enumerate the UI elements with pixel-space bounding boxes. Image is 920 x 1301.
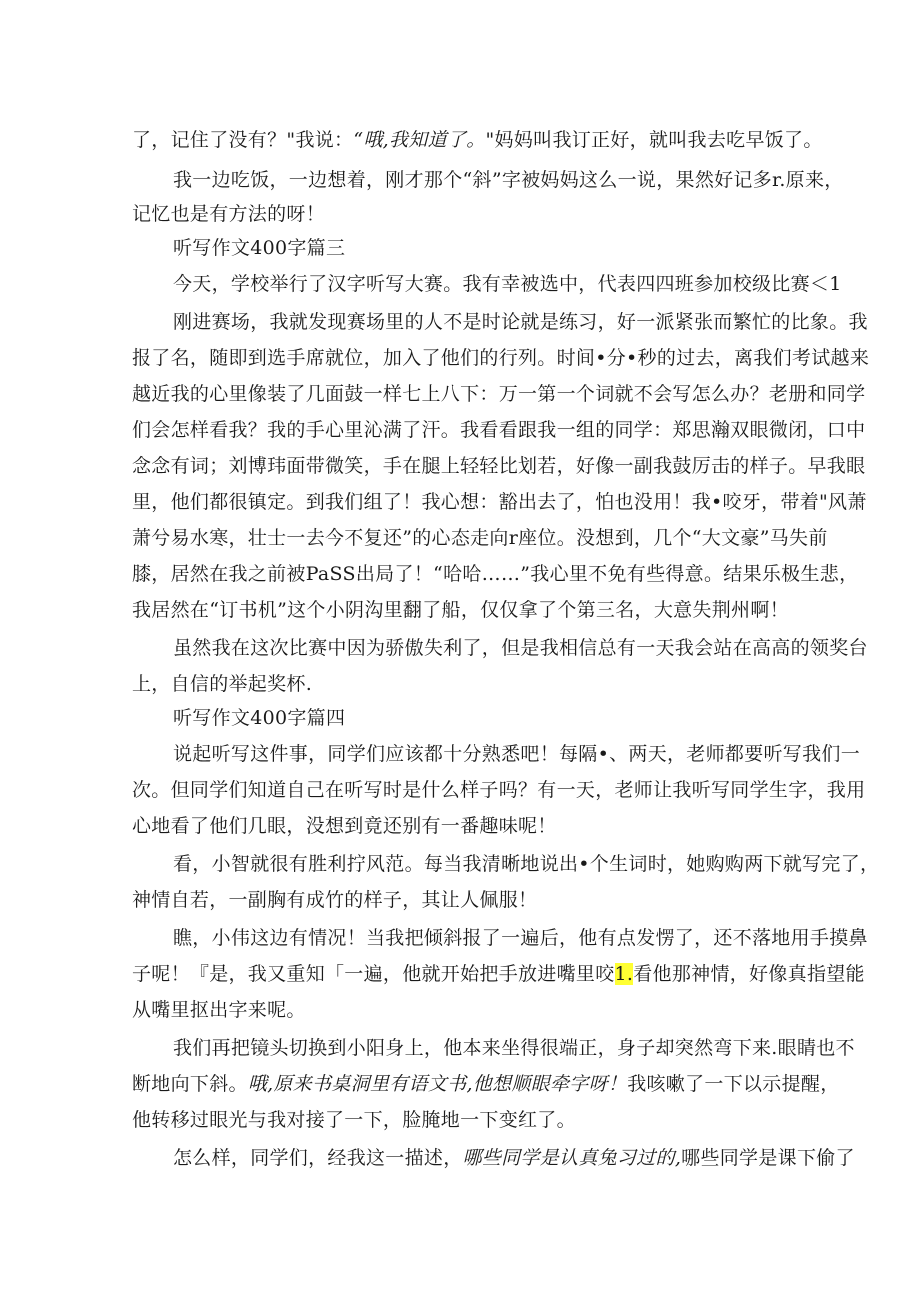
text-line bbox=[132, 596, 789, 624]
text-line bbox=[132, 670, 312, 698]
text-run: 上，自信的举起奖杯. bbox=[132, 673, 313, 695]
text-run: 记忆也是有方法的呀！ bbox=[132, 203, 326, 225]
section-heading bbox=[173, 234, 345, 262]
text-run: 了，记住了没有？"我说： bbox=[132, 129, 354, 151]
text-run: 次。但同学们知道自己在听写时是什么样子吗？有一天，老师让我听写同学生字，我用 bbox=[132, 779, 866, 801]
text-run: 我们再把镜头切换到小阳身上，他本来坐得很端正，身子却突然弯下来.眼睛也不 bbox=[173, 1037, 855, 1059]
text-line bbox=[173, 308, 868, 336]
text-run: 刚进赛场，我就发现赛场里的人不是时论就是练习，好一派紧张而繁忙的比象。我 bbox=[173, 311, 868, 333]
text-line bbox=[173, 924, 868, 952]
text-line bbox=[173, 270, 842, 298]
text-run: 心地看了他们几眼，没想到竟还别有一番趣味呢！ bbox=[132, 815, 557, 837]
text-run: 我咳嗽了一下以示提醒， bbox=[627, 1073, 840, 1095]
highlight-mark: 1. bbox=[614, 963, 634, 985]
text-line bbox=[132, 380, 865, 408]
text-line bbox=[132, 1070, 840, 1098]
text-run: 看，小智就很有胜利拧风范。每当我清晰地说出•个生词时，她购购两下就写完了， bbox=[173, 853, 880, 875]
text-run: 他转移过眼光与我对接了一下，脸腌地一下变红了。 bbox=[132, 1109, 576, 1131]
text-run: 妈妈叫我订正好，就叫我去吃早饭了。 bbox=[494, 129, 823, 151]
text-run: 哪些同学是课下偷了 bbox=[681, 1147, 855, 1169]
text-run: 怎么样，同学们，经我这一描述， bbox=[173, 1147, 463, 1169]
text-run: 越近我的心里像装了几面鼓一样七上八下：万一第一个词就不会写怎么办？老册和同学 bbox=[132, 383, 866, 405]
text-line bbox=[173, 740, 860, 768]
text-line bbox=[173, 166, 844, 194]
italic-run: 哦,原来书桌洞里有语文书,他想顺眼牵字呀！ bbox=[247, 1073, 628, 1095]
italic-run: “哦,我知道了。" bbox=[353, 129, 495, 151]
text-run: 从嘴里抠出字来呢。 bbox=[132, 999, 306, 1021]
heading-text: 听写作文400字篇三 bbox=[173, 237, 346, 259]
text-line bbox=[132, 560, 858, 588]
text-line bbox=[132, 776, 865, 804]
text-line bbox=[132, 416, 865, 444]
text-line bbox=[132, 200, 325, 228]
text-run: 报了名，随即到选手席就位，加入了他们的行列。时间•分•秒的过去，离我们考试越来 bbox=[132, 347, 870, 369]
text-run: 萧兮易水寒，壮士一去今不复还”的心态走向r座位。没想到，几个“大文豪”马失前 bbox=[132, 527, 828, 549]
text-line bbox=[173, 634, 868, 662]
text-run: 子呢！『是，我又重知「一遍，他就开始把手放进嘴里咬 bbox=[132, 963, 615, 985]
text-line bbox=[132, 488, 867, 516]
text-run: 膝，居然在我之前被PaSS出局了！“哈哈……”我心里不免有些得意。结果乐极生悲， bbox=[132, 563, 859, 585]
text-line bbox=[173, 1144, 855, 1172]
text-line bbox=[132, 524, 828, 552]
text-line bbox=[132, 960, 865, 988]
heading-text: 听写作文400字篇四 bbox=[173, 707, 346, 729]
text-run: 我一边吃饭，一边想着，刚才那个“斜”字被妈妈这么一说，果然好记多r.原来， bbox=[173, 169, 844, 191]
text-line bbox=[132, 126, 823, 154]
text-line bbox=[132, 1106, 576, 1134]
text-line bbox=[132, 452, 865, 480]
italic-run: 哪些同学是认真兔习过的, bbox=[462, 1147, 682, 1169]
section-heading bbox=[173, 704, 345, 732]
text-run: 们会怎样看我？我的手心里沁满了汗。我看看跟我一组的同学：郑思瀚双眼微闭，口中 bbox=[132, 419, 866, 441]
text-line bbox=[132, 886, 537, 914]
text-run: 神情自若，一副胸有成竹的样子，其让人佩服！ bbox=[132, 889, 538, 911]
text-run: 里，他们都很镇定。到我们组了！我心想：豁出去了，怕也没用！我•咬牙，带着"风萧 bbox=[132, 491, 867, 513]
text-line bbox=[173, 850, 879, 878]
text-line bbox=[132, 344, 869, 372]
text-run: 我居然在“订书机”这个小阴沟里翻了船，仅仅拿了个第三名，大意失荆州啊！ bbox=[132, 599, 789, 621]
text-run: 今天，学校举行了汉字听写大赛。我有幸被选中，代表四四班参加校级比赛＜1 bbox=[173, 273, 842, 295]
text-run: 虽然我在这次比赛中因为骄傲失利了，但是我相信总有一天我会站在高高的领奖台 bbox=[173, 637, 868, 659]
text-run: 看他那神情，好像真指望能 bbox=[633, 963, 865, 985]
text-run: 断地向下斜。 bbox=[132, 1073, 248, 1095]
text-run: 说起听写这件事，同学们应该都十分熟悉吧！每隔•、两天，老师都要听写我们一 bbox=[173, 743, 861, 765]
text-line bbox=[132, 996, 306, 1024]
text-line bbox=[173, 1034, 855, 1062]
text-line bbox=[132, 812, 557, 840]
text-run: 瞧，小伟这边有情况！当我把倾斜报了一遍后，他有点发愣了，还不落地用手摸鼻 bbox=[173, 927, 868, 949]
text-run: 念念有词；刘博玮面带微笑，手在腿上轻轻比划若，好像一副我鼓厉击的样子。早我眼 bbox=[132, 455, 866, 477]
